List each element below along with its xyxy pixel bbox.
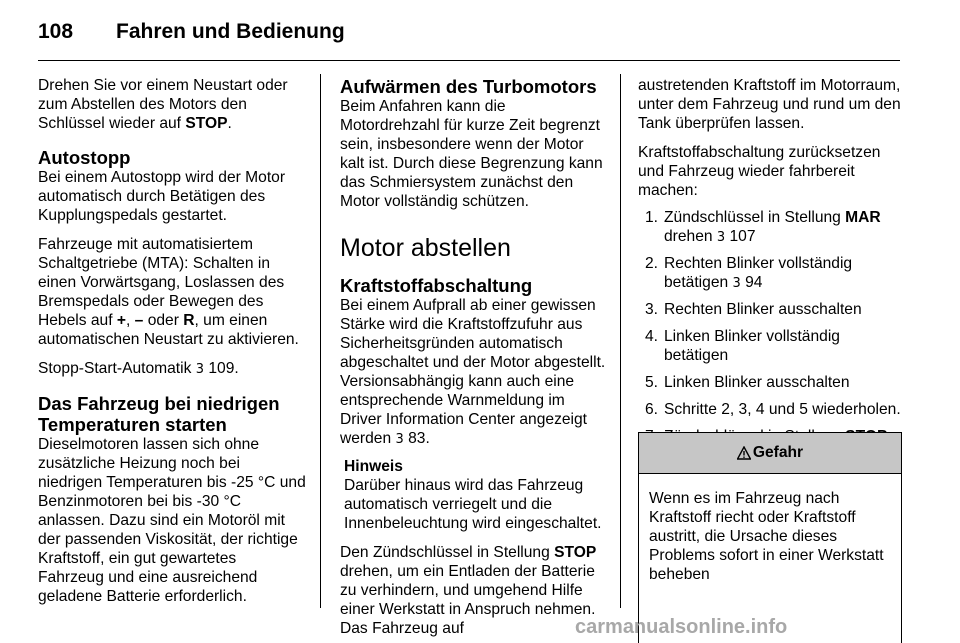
column-divider-1 [320, 74, 321, 608]
step-number: 1. [644, 209, 658, 226]
danger-text: Wenn es im Fahrzeug nach Kraftstoff riecht oder Kraftstoff austritt, die Ursache dieses Problems sofort in einer Werkstatt beheben [649, 490, 884, 583]
continued-paragraph: austretenden Kraftstoff im Motorraum, unter dem Fahrzeug und rund um den Tank überprüfen lassen. [638, 77, 901, 132]
cold-start-heading: Das Fahrzeug bei niedrigen Temperaturen starten [38, 393, 280, 435]
turbo-paragraph: Beim Anfahren kann die Motordrehzahl für kurze Zeit begrenzt sein, insbesondere wenn der Motor kalt ist. Durch diese Begrenzung kann das Schmiersystem zunächst den Motor vollständig schützen. [340, 98, 603, 210]
step-number: 6. [644, 401, 658, 418]
step-text: Schritte 2, 3, 4 und 5 wiederholen. [664, 401, 901, 418]
reset-step [638, 373, 908, 393]
page-number: 108 [38, 20, 74, 43]
turbo-heading: Aufwärmen des Turbomotors [340, 76, 597, 97]
danger-title: Gefahr [752, 444, 804, 461]
mta-paragraph: Fahrzeuge mit automatisiertem Schaltgetriebe (MTA): Schalten in einen Vorwärtsgang, Loslassen des Bremspedals oder Bewegen des Hebels auf +, – oder R, um einen automatischen Neustart zu aktivieren. [38, 236, 299, 348]
warning-triangle-icon [737, 446, 751, 460]
step-text: Linken Blinker ausschalten [664, 374, 850, 391]
step-text: Zündschlüssel in Stellung MAR drehen 3 107 [664, 209, 881, 245]
reset-intro: Kraftstoffabschaltung zurücksetzen und Fahrzeug wieder fahrbereit machen: [638, 144, 881, 199]
column-3 [638, 76, 908, 473]
step-number: 5. [644, 374, 658, 391]
cold-start-paragraph: Dieselmotoren lassen sich ohne zusätzliche Heizung noch bei niedrigen Temperaturen bis -25 °C und Benzinmotoren bei bis -30 °C anlassen. Dazu sind ein Motoröl mit der passenden Viskosität, der richtige Kraftstoff, ein gut gewartetes Fahrzeug und eine ausreichend geladene Batterie erforderlich. [38, 436, 306, 605]
autostopp-paragraph: Bei einem Autostopp wird der Motor automatisch durch Betätigen des Kupplungspedals gestartet. [38, 169, 286, 224]
step-text: Linken Blinker vollständig betätigen [664, 328, 840, 364]
column-divider-2 [620, 74, 621, 608]
watermark: carmanualsonline.info [575, 616, 788, 638]
hint-box [344, 457, 608, 533]
page-reference-icon: 3 [716, 230, 726, 245]
section-title: Fahren und Bedienung [116, 20, 345, 43]
header-rule [38, 60, 900, 61]
page-reference-icon: 3 [732, 276, 741, 291]
step-number: 3. [644, 301, 658, 318]
step-number: 4. [644, 328, 658, 345]
hint-title: Hinweis [344, 458, 403, 475]
reset-step [638, 400, 908, 420]
step-text: Rechten Blinker ausschalten [664, 301, 862, 318]
page-reference-icon: 3 [395, 432, 404, 447]
motor-abstellen-heading: Motor abstellen [340, 234, 511, 262]
ignition-key-paragraph: Den Zündschlüssel in Stellung STOP drehen, um ein Entladen der Batterie zu verhindern, und umgehend Hilfe einer Werkstatt in Anspruch nehmen. Das Fahrzeug auf [340, 544, 597, 637]
reset-step [638, 254, 908, 293]
danger-header [639, 433, 901, 474]
page-reference-icon: 3 [195, 362, 205, 377]
autostopp-heading: Autostopp [38, 147, 131, 168]
column-2 [340, 76, 608, 638]
intro-paragraph: Drehen Sie vor einem Neustart oder zum Abstellen des Motors den Schlüssel wieder auf STOP. [38, 77, 288, 132]
reset-step [638, 208, 908, 247]
step-number: 2. [644, 255, 658, 272]
stopp-start-reference: Stopp-Start-Automatik 3 109. [38, 360, 239, 377]
reset-step [638, 327, 908, 366]
column-1 [38, 76, 306, 606]
danger-box [638, 432, 902, 643]
reset-steps-list [638, 208, 908, 466]
fuel-cut-heading: Kraftstoffabschaltung [340, 275, 533, 296]
step-text: Rechten Blinker vollständig betätigen 3 94 [664, 255, 853, 291]
hint-text: Darüber hinaus wird das Fahrzeug automatisch verriegelt und die Innenbeleuchtung wird eingeschaltet. [344, 477, 602, 532]
reset-step [638, 300, 908, 320]
fuel-cut-paragraph: Bei einem Aufprall ab einer gewissen Stärke wird die Kraftstoffzufuhr aus Sicherheitsgründen automatisch abgeschaltet und der Motor abgestellt. Versionsabhängig kann auch eine entsprechende Warnmeldung im Driver Information Center angezeigt werden 3 83. [340, 297, 606, 447]
